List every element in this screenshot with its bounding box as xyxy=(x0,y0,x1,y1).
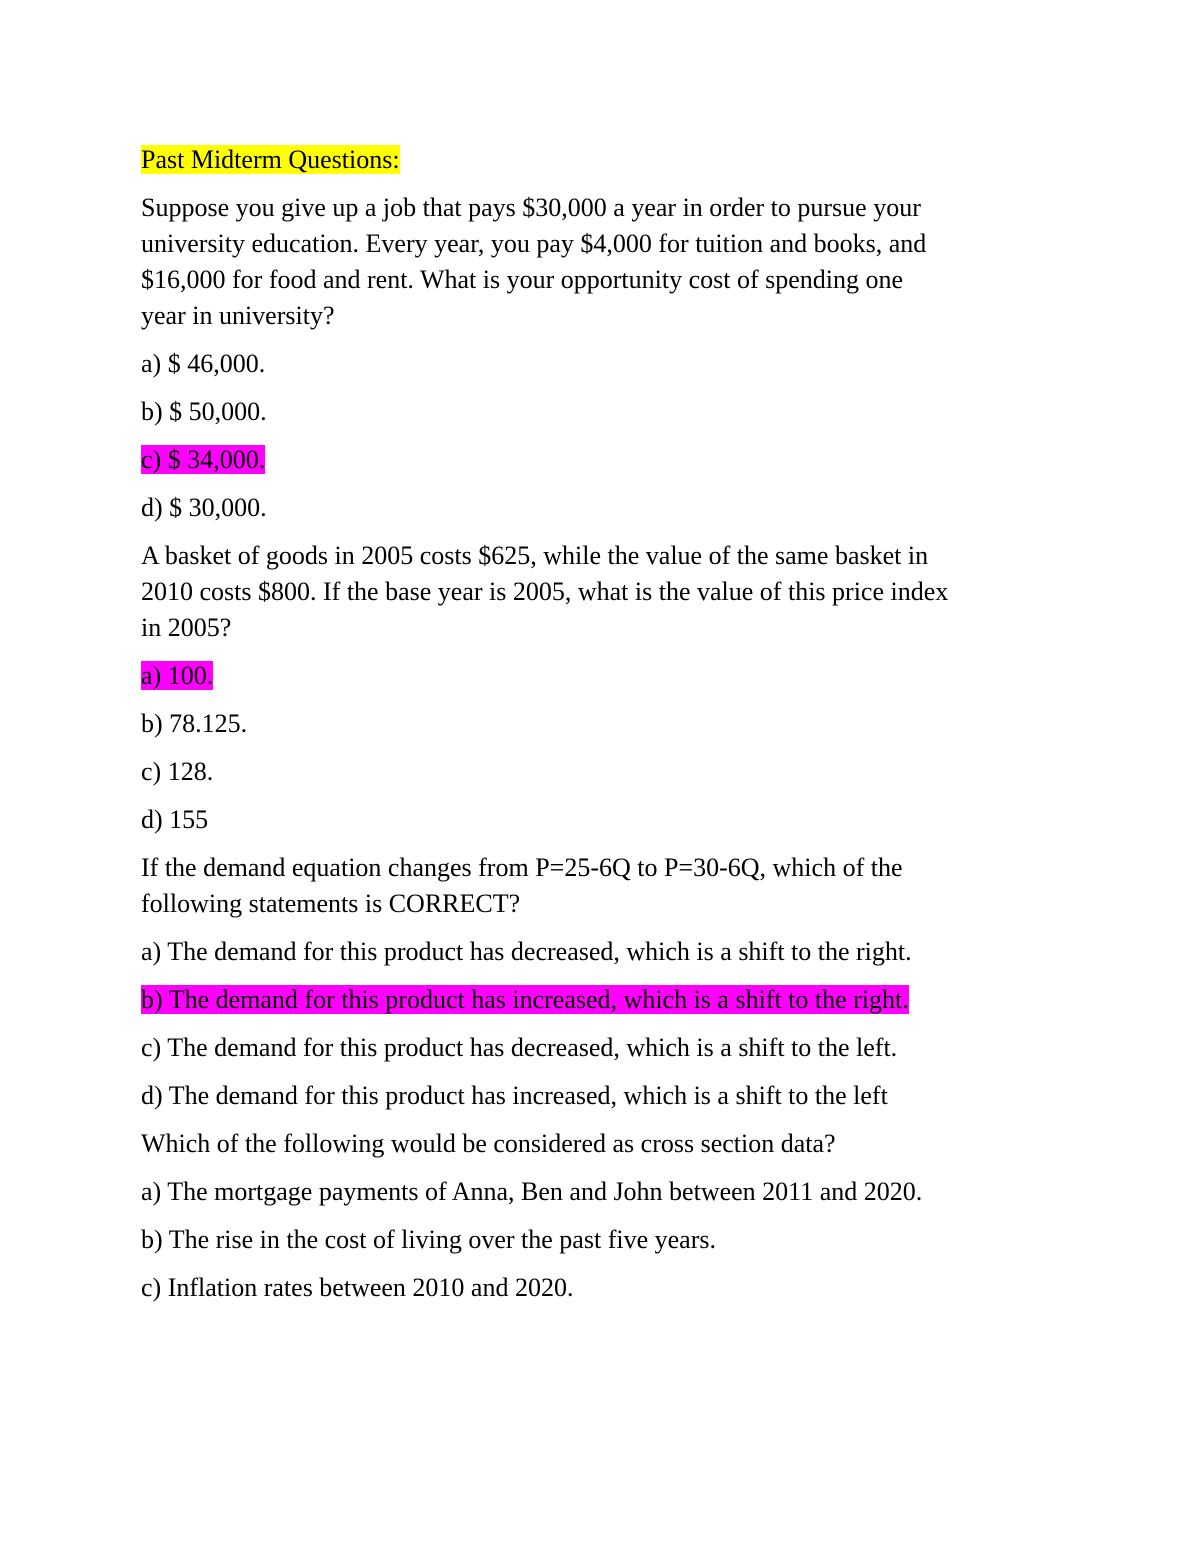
option-text: a) The demand for this product has decreased, which is a shift to the right. xyxy=(141,937,912,966)
question-3 xyxy=(141,850,1071,922)
question-1 xyxy=(141,190,1071,334)
question-4 xyxy=(141,1126,1071,1162)
option-text: a) $ 46,000. xyxy=(141,349,266,378)
option-text: c) Inflation rates between 2010 and 2020. xyxy=(141,1273,574,1302)
question-2-line-1: A basket of goods in 2005 costs $625, while the value of the same basket in xyxy=(141,541,929,570)
question-3-line-1: If the demand equation changes from P=25-6Q to P=30-6Q, which of the xyxy=(141,853,903,882)
question-1-option-c xyxy=(141,442,1071,478)
question-4-option-a xyxy=(141,1174,1071,1210)
question-3-option-c xyxy=(141,1030,1071,1066)
question-1-option-b xyxy=(141,394,1071,430)
question-1-line-4: year in university? xyxy=(141,301,335,330)
question-2-option-b xyxy=(141,706,1071,742)
question-3-option-b xyxy=(141,982,1071,1018)
option-text: d) $ 30,000. xyxy=(141,493,267,522)
option-text: d) The demand for this product has increased, which is a shift to the left xyxy=(141,1081,888,1110)
option-text-highlighted: c) $ 34,000. xyxy=(141,445,266,474)
option-text-highlighted: a) 100. xyxy=(141,661,214,690)
question-2-option-c xyxy=(141,754,1071,790)
question-4-option-b xyxy=(141,1222,1071,1258)
question-1-line-3: $16,000 for food and rent. What is your opportunity cost of spending one xyxy=(141,265,904,294)
question-1-line-2: university education. Every year, you pay $4,000 for tuition and books, and xyxy=(141,229,927,258)
option-text: b) 78.125. xyxy=(141,709,248,738)
option-text: a) The mortgage payments of Anna, Ben and John between 2011 and 2020. xyxy=(141,1177,923,1206)
question-2-option-d xyxy=(141,802,1071,838)
question-1-line-1: Suppose you give up a job that pays $30,000 a year in order to pursue your xyxy=(141,193,921,222)
heading-highlight: Past Midterm Questions: xyxy=(141,145,400,174)
question-1-option-a xyxy=(141,346,1071,382)
option-text-highlighted: b) The demand for this product has increased, which is a shift to the right. xyxy=(141,985,909,1014)
option-text: c) 128. xyxy=(141,757,214,786)
question-1-option-d xyxy=(141,490,1071,526)
question-3-option-a xyxy=(141,934,1071,970)
document-content xyxy=(141,142,1071,1306)
page-heading xyxy=(141,142,1071,178)
option-text: d) 155 xyxy=(141,805,209,834)
question-4-option-c xyxy=(141,1270,1071,1306)
question-2-line-3: in 2005? xyxy=(141,613,232,642)
question-2 xyxy=(141,538,1071,646)
question-2-option-a xyxy=(141,658,1071,694)
option-text: b) $ 50,000. xyxy=(141,397,267,426)
question-4-line-1: Which of the following would be considered as cross section data? xyxy=(141,1129,836,1158)
option-text: c) The demand for this product has decreased, which is a shift to the left. xyxy=(141,1033,898,1062)
option-text: b) The rise in the cost of living over the past five years. xyxy=(141,1225,716,1254)
question-2-line-2: 2010 costs $800. If the base year is 2005, what is the value of this price index xyxy=(141,577,949,606)
question-3-line-2: following statements is CORRECT? xyxy=(141,889,521,918)
question-3-option-d xyxy=(141,1078,1071,1114)
